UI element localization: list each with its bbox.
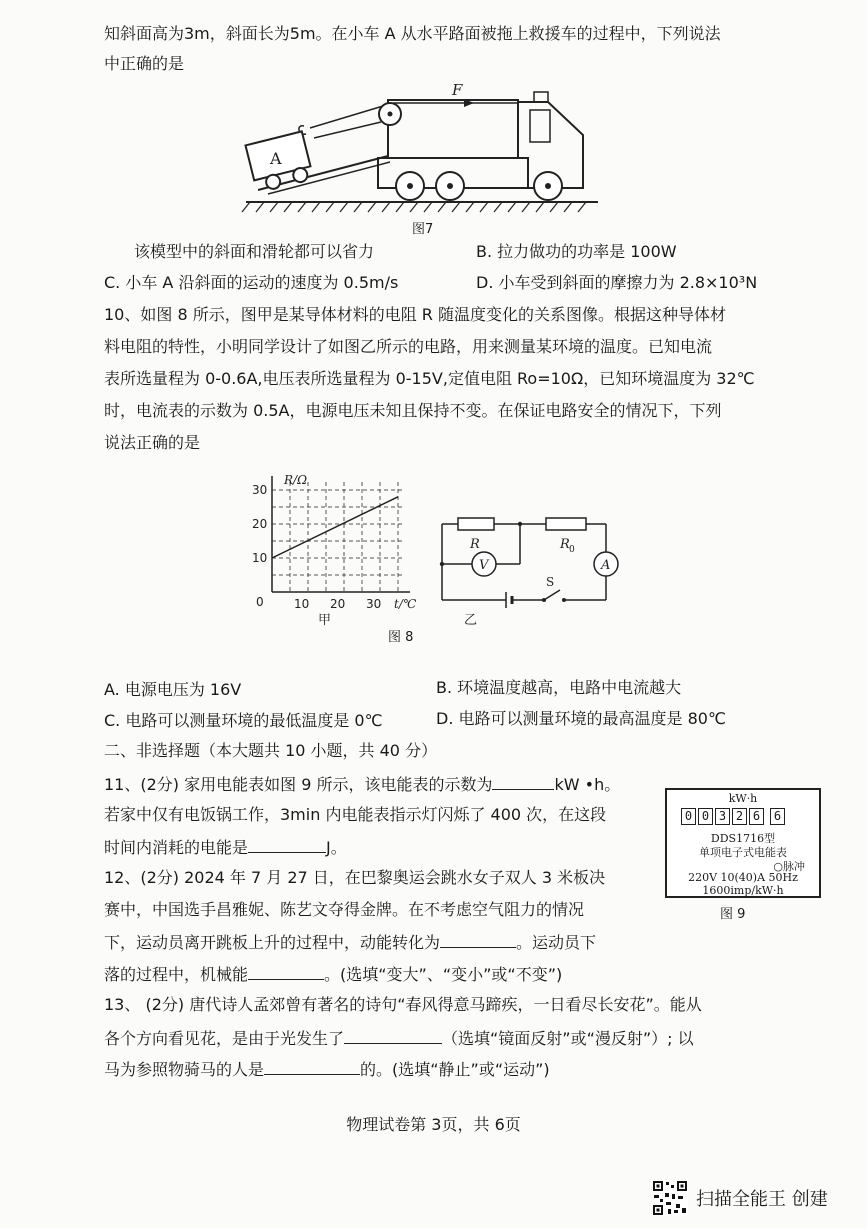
q13-line2: [104, 1027, 694, 1049]
meter-digit: 3: [715, 808, 730, 825]
q13-line2b: （选填“镜面反射”或“漫反射”）; 以: [442, 1029, 694, 1048]
meter-digit: 0: [681, 808, 696, 825]
qr-code-icon: [652, 1180, 688, 1216]
page-footer: 物理试卷第 3页，共 6页: [346, 1115, 521, 1134]
q12-line3a: 下，运动员离开跳板上升的过程中，动能转化为: [104, 933, 441, 952]
force-label: F: [452, 81, 463, 99]
q10-line5: 说法正确的是: [104, 433, 201, 452]
q13-line1: 13、 (2分) 唐代诗人孟郊曾有著名的诗句“春风得意马蹄疾，一日看尽长安花”。能从: [104, 995, 702, 1014]
circuit-caption: 乙: [464, 613, 478, 628]
figure-8-graph: [244, 470, 424, 630]
cart-label: A: [270, 149, 282, 168]
meter-pulse: ○脉冲: [773, 860, 805, 873]
q10-line1: 10、如图 8 所示，图甲是某导体材料的电阻 R 随温度变化的关系图像。根据这种导体材: [104, 305, 727, 324]
q12-line3b: 。运动员下: [516, 933, 597, 952]
q10-line3: 表所选量程为 0-0.6A,电压表所选量程为 0-15V,定值电阻 Ro=10Ω，已知环境温度为 32℃: [104, 369, 755, 388]
switch-label: S: [546, 575, 555, 589]
q11-blank-1[interactable]: [492, 773, 554, 790]
meter-digit: 0: [698, 808, 713, 825]
meter-name: 单项电子式电能表: [699, 846, 787, 859]
voltmeter-icon: V: [479, 558, 489, 573]
q12-line1: 12、(2分) 2024 年 7 月 27 日，在巴黎奥运会跳水女子双人 3 米板决: [104, 868, 606, 887]
q13-blank-1[interactable]: [344, 1027, 442, 1044]
q13-line3a: 马为参照物骑马的人是: [104, 1060, 265, 1079]
graph-ytick-30: 30: [252, 483, 268, 497]
q11-line3a: 时间内消耗的电能是: [104, 838, 249, 857]
meter-model: DDS1716型: [710, 832, 776, 845]
q12-line4: [104, 963, 562, 985]
meter-digit: 6: [749, 808, 764, 825]
figure-7-tow-truck: [238, 80, 608, 230]
graph-origin: 0: [256, 595, 264, 609]
meter-rating: 220V 10(40)A 50Hz: [688, 871, 798, 884]
q13-blank-2[interactable]: [264, 1058, 360, 1075]
circuit-r-label: R: [470, 537, 480, 552]
circuit-r0-subscript: 0: [569, 545, 575, 555]
q11-line1: [104, 773, 620, 795]
section-2-heading: 二、非选择题（本大题共 10 小题，共 40 分）: [104, 741, 438, 760]
graph-xtick-30: 30: [366, 597, 382, 611]
q13-line2a: 各个方向看见花，是由于光发生了: [104, 1029, 345, 1048]
scanner-watermark: [652, 1180, 828, 1216]
graph-caption: 甲: [318, 613, 332, 628]
q9-stem-line2: 中正确的是: [104, 54, 185, 73]
q9-option-c: C. 小车 A 沿斜面的运动的速度为 0.5m/s: [104, 273, 399, 292]
q13-line3: [104, 1058, 550, 1080]
q11-line3: [104, 836, 347, 858]
circuit-r0-label: R: [560, 537, 570, 552]
scanner-text: 扫描全能王 创建: [696, 1189, 828, 1210]
q9-option-b: B. 拉力做功的功率是 100W: [476, 242, 677, 261]
q11-blank-2[interactable]: [248, 836, 326, 853]
graph-xlabel: t/℃: [394, 597, 417, 611]
graph-ylabel: R/Ω: [284, 473, 308, 487]
q10-option-a: A. 电源电压为 16V: [104, 680, 242, 699]
q11-line2: 若家中仅有电饭锅工作，3min 内电能表指示灯闪烁了 400 次，在这段: [104, 805, 607, 824]
meter-digit: 2: [732, 808, 747, 825]
q13-line3b: 的。(选填“静止”或“运动”): [360, 1060, 550, 1079]
q11-line3b: J。: [326, 838, 347, 857]
q10-option-b: B. 环境温度越高，电路中电流越大: [436, 678, 682, 697]
q9-option-a: 该模型中的斜面和滑轮都可以省力: [134, 242, 375, 261]
graph-xtick-10: 10: [294, 597, 310, 611]
q12-line2: 赛中，中国选手昌雅妮、陈艺文夺得金牌。在不考虑空气阻力的情况: [104, 900, 585, 919]
figure-8-circuit: [432, 510, 632, 630]
q10-option-c: C. 电路可以测量环境的最低温度是 0℃: [104, 711, 383, 730]
meter-constant: 1600imp/kW·h: [702, 884, 784, 897]
graph-xtick-20: 20: [330, 597, 346, 611]
figure-9-caption: 图 9: [720, 907, 746, 922]
q9-option-d: D. 小车受到斜面的摩擦力为 2.8×10³N: [476, 273, 758, 292]
q9-stem-line1: 知斜面高为3m，斜面长为5m。在小车 A 从水平路面被拖上救援车的过程中，下列说法: [104, 24, 721, 43]
q12-line4b: 。(选填“变大”、“变小”或“不变”): [324, 965, 563, 984]
graph-ytick-10: 10: [252, 551, 268, 565]
q12-line4a: 落的过程中，机械能: [104, 965, 249, 984]
q11-line1b: kW •h。: [554, 775, 621, 794]
meter-digit-decimal: 6: [770, 808, 785, 825]
q10-line2: 料电阻的特性，小明同学设计了如图乙所示的电路，用来测量某环境的温度。已知电流: [104, 337, 713, 356]
graph-ytick-20: 20: [252, 517, 268, 531]
meter-digits: [681, 808, 785, 825]
q10-option-d: D. 电路可以测量环境的最高温度是 80℃: [436, 709, 726, 728]
q12-blank-1[interactable]: [440, 931, 516, 948]
q12-blank-2[interactable]: [248, 963, 324, 980]
q11-line1a: 11、(2分) 家用电能表如图 9 所示，该电能表的示数为: [104, 775, 493, 794]
electric-meter: [665, 788, 821, 898]
q10-line4: 时，电流表的示数为 0.5A，电源电压未知且保持不变。在保证电路安全的情况下，下列: [104, 401, 722, 420]
resistance-temperature-line: [272, 497, 398, 558]
figure-7-caption: 图7: [412, 222, 434, 237]
figure-8-caption: 图 8: [388, 630, 414, 645]
ammeter-icon: A: [601, 558, 611, 573]
q12-line3: [104, 931, 596, 953]
meter-unit: kW·h: [728, 792, 758, 805]
